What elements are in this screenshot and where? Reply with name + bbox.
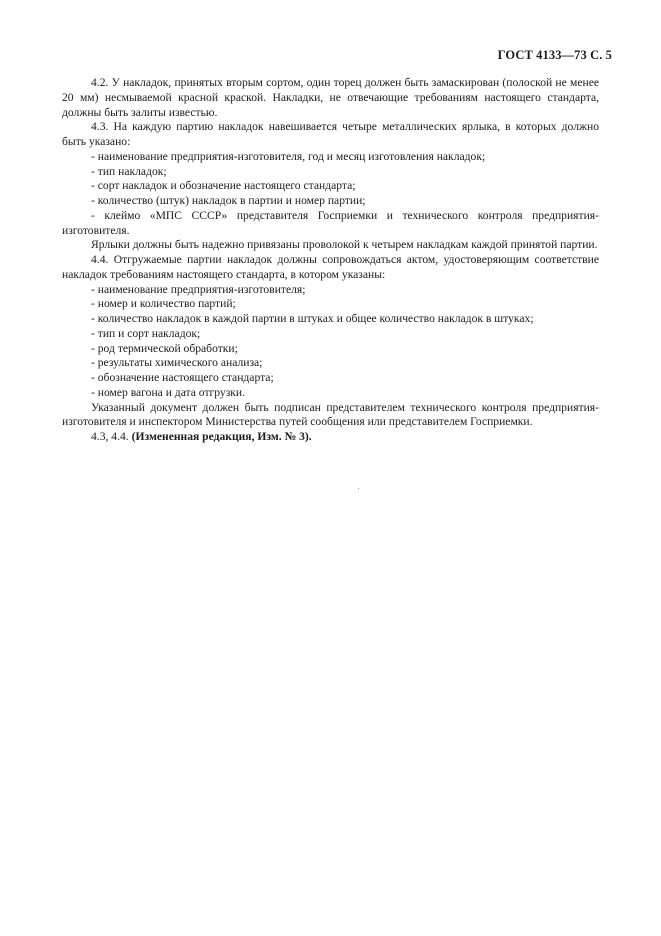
list-item: - сорт накладок и обозначение настоящего стандарта; [91,179,356,193]
scan-speck [358,488,359,489]
list-item: - номер и количество партий; [91,297,236,311]
list-item: - количество накладок в каждой партии в штуках и общее количество накладок в штуках; [91,312,534,325]
page-header: ГОСТ 4133—73 С. 5 [497,48,612,62]
paragraph-4-4-signature: Указанный документ должен быть подписан представителем технического контроля предприятия-изготовителя и инспектором Министерства путей сообщения или представителем Госприемки. [62,400,599,429]
list-item: - обозначение настоящего стандарта; [91,371,274,384]
list-item: - род термической обработки; [91,341,238,355]
paragraph-4-3: 4.3. На каждую партию накладок навешивается четыре металлических ярлыка, в которых должно быть указано: [62,120,599,148]
revision-note-ref: 4.3, 4.4. [91,430,129,443]
list-item: - клеймо «МПС СССР» представителя Госприемки и технического контроля предприятия-изготовителя. [62,208,599,237]
list-item: - номер вагона и дата отгрузки. [91,385,246,399]
list-item: - тип и сорт накладок; [91,326,201,340]
list-item: - тип накладок; [91,164,167,178]
revision-note [62,430,599,445]
paragraph-4-3-labels: Ярлыки должны быть надежно привязаны проволокой к четырем накладкам каждой принятой партии. [91,238,598,252]
revision-note-text: (Измененная редакция, Изм. № 3). [131,430,312,443]
paragraph-4-4: 4.4. Отгружаемые партии накладок должны сопровождаться актом, удостоверяющим соответствие накладок требованиям настоящего стандарта, в котором указаны: [62,253,599,281]
document-body [62,76,599,445]
list-item: - количество (штук) накладок в партии и номер партии; [91,194,366,207]
list-item: - наименование предприятия-изготовителя, год и месяц изготовления накладок; [91,149,486,163]
paragraph-4-2: 4.2. У накладок, принятых вторым сортом, один торец должен быть замаскирован (полоской не менее 20 мм) несмываемой красной краской. Накладки, не отвечающие требованиям настоящего стандарта, должны быть залиты известью. [62,76,599,119]
list-item: - результаты химического анализа; [91,356,263,370]
list-item: - наименование предприятия-изготовителя; [91,282,306,296]
